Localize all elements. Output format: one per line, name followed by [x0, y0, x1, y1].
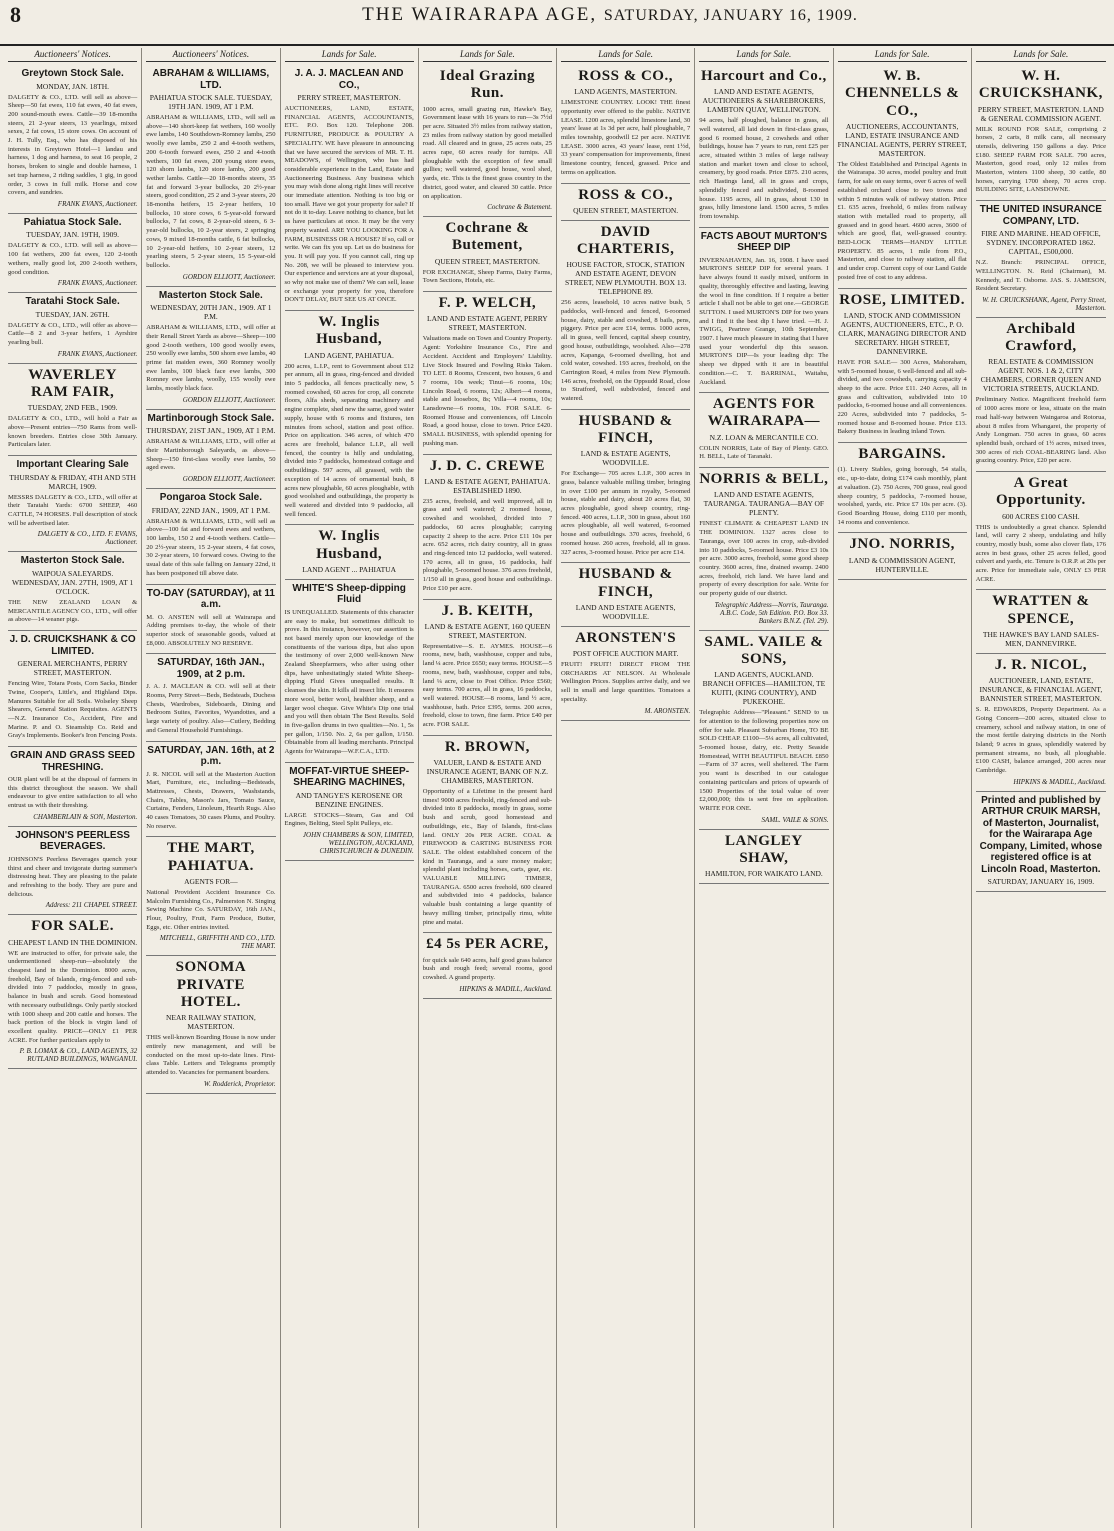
ad-body: ABRAHAM & WILLIAMS, LTD., will sell as above—100 fat and forward ewes and wethers, 100 lambs, 150 2 and 4-tooth wethers. Cattle—20 2½-year steers, 15 2-year steers, 4 fat cows, 30 2-year steers, 10 forward cows. Owing to the usual date of this sale falling on January 22nd, it has been postponed till above date.: [146, 517, 276, 577]
ad-title: R. BROWN,: [444, 738, 530, 755]
ad-body: OUR plant will be at the disposal of farmers in this district throughout the season. We shall endeavour to give entire satisfaction to all who entrust us with their threshing.: [8, 776, 138, 810]
ad-title: Pongaroa Stock Sale.: [159, 492, 262, 504]
column-3: [281, 48, 419, 1528]
advertisement: [8, 631, 137, 747]
column-heading: Lands for Sale.: [838, 48, 967, 62]
ad-subheading: GENERAL MERCHANTS, PERRY STREET, MASTERTON.: [17, 659, 128, 678]
ad-body: WE are instructed to offer, for private sale, the undermentioned sheep-run—absolutely the cheapest land in the Dominion. 8000 acres, freehold, Bay of Islands, ring-fenced and sub-divided into 7 paddocks, mostly in grass, balance in bush and scrub. Good homestead with necessary outbuildings. Only partly stocked with 1000 sheep and 200 cattle and horses. The back portion of the block is virgin land of excellent quality. PRICE—ONLY £1 PER ACRE. For further particulars apply to: [8, 949, 138, 1044]
ad-title: Taratahi Stock Sale.: [25, 296, 120, 308]
ad-title: SATURDAY, JAN. 16th, at 2 p.m.: [147, 744, 275, 768]
page-number: 8: [10, 2, 21, 27]
ad-subheading: AND TANGYE'S KEROSENE OR BENZINE ENGINES.: [295, 790, 403, 809]
ad-title: W. B. CHENNELLS & CO.,: [844, 68, 960, 119]
ad-title: HUSBAND & FINCH,: [578, 412, 673, 447]
advertisement: [146, 837, 275, 956]
ad-title: SONOMA PRIVATE HOTEL.: [175, 959, 247, 1010]
ad-body: THIS is undoubtedly a great chance. Splendid land, will carry 2 sheep, undulating and hilly country, mostly bush, some also clover flats, 176 acres in best grass, other 25 acres felled, good culvert and yards, etc. Tenure is O.R.P. at 20s per acre. Price for immediate sale, ONLY £3 PER ACRE.: [975, 523, 1106, 583]
advertisement: [146, 585, 275, 655]
advertisement: [561, 221, 690, 410]
advertisement: [146, 742, 275, 838]
ad-body: MILK ROUND FOR SALE, comprising 2 horses, 2 carts, 8 milk cans, all necessary utensils, delivering 150 gallons a day. Price £180. SHEEP FARM FOR SALE. 790 acres, Masterton, good road, only 12 miles from Masterton, winters 1100 sheep, 30 cattle, 80 horses, carrying 1700 sheep, 70 acres crop. BUILDING SITE, LANSDOWNE.: [975, 125, 1106, 194]
ad-subheading: LAND AND ESTATE AGENTS, WOODVILLE.: [575, 602, 676, 621]
column-8: [972, 48, 1110, 1528]
ad-title: Ideal Grazing Run.: [439, 68, 535, 102]
ad-subheading: POST OFFICE AUCTION MART.: [572, 649, 679, 659]
ad-title: WRATTEN & SPENCE,: [992, 593, 1090, 627]
ad-title: THE UNITED INSURANCE COMPANY, LTD.: [979, 204, 1102, 227]
ad-subheading: LAND AGENT, PAHIATUA.: [304, 350, 394, 360]
ad-body: For Exchange— 705 acres L.I.P., 300 acres in grass, balance valuable milling timber, bringing in over £100 per annum in royalty, 5-roomed house, stable and dairy, about 20 acres flat, 30 acres ploughable, good sheep country, ring-fenced. 400 acres, L.I.P., 300 in grass, about 160 acres ploughable, all well watered, 6-roomed house and outbuildings. 370 acres, freehold, 6 roomed house. 260 acres, freehold, all in grass. 327 acres, 3-roomed house. Price per acre £14.: [561, 470, 691, 556]
ad-body: (1). Livery Stables, going borough, 54 stalls, etc., up-to-date, doing £174 cash monthly, plant at valuation. (2). 750 Acres, 700 grass, real good sheep country, 5 paddocks, 7-roomed house, woolshed, yards, etc. Price £7 10s per acre. (3). Good Boarding House, doing £110 per month, 14 rooms and convenience.: [837, 466, 967, 526]
ad-signature: P. B. LOMAX & CO., LAND AGENTS, 32 RUTLAND BUILDINGS, WANGANUI.: [19, 1047, 138, 1064]
ad-subheading: THURSDAY & FRIDAY, 4TH AND 5TH MARCH, 1909.: [9, 472, 136, 491]
ad-title: BARGAINS.: [858, 446, 946, 463]
ad-subheading: LAND & ESTATE AGENT, PAHIATUA. ESTABLISHED 1890.: [424, 476, 551, 495]
ad-body: The Oldest Established and Principal Agents in the Wairarapa. 30 acres, model poultry and fruit farm, for sale on easy terms, over 6 acres of well established orchard close to two towns and within 5 minutes walk of railway station. Price £1. 635 acres, freehold, 6 miles from railway station with metalled road to property, all grassed and in good heart. 4600 acres, 3600 of which are good, flat, well-grassed country. BED-LOCK TERMS—HANDY LITTLE PROPERTY. 85 acres, 1 mile from P.O., Masterton, and close to railway station, all flat and under crop. Current copy of our Land Guide posted free of cost to any address.: [837, 160, 967, 281]
column-1: [4, 48, 142, 1528]
column-7: [834, 48, 972, 1528]
ad-title: MOFFAT-VIRTUE SHEEP-SHEARING MACHINES,: [289, 765, 410, 789]
ad-subheading: TUESDAY, JAN. 19TH, 1909.: [26, 230, 119, 240]
ad-signature: Address: 211 CHAPEL STREET.: [45, 901, 138, 910]
column-heading: Lands for Sale.: [699, 48, 828, 62]
ad-signature: M. ARONSTEN.: [644, 706, 691, 715]
advertisement: [146, 956, 275, 1093]
advertisement: [423, 292, 552, 454]
ad-title: £4 5s PER ACRE,: [426, 936, 549, 953]
ad-body: ABRAHAM & WILLIAMS, LTD., will offer at their Martinborough Saleyards, as above—Sheep—150 first-class woolly ewe lambs, 50 aged ewes.: [146, 438, 276, 472]
ad-signature: GORDON ELLIOTT, Auctioneer.: [182, 475, 276, 484]
advertisement: [8, 65, 137, 214]
masthead: [0, 0, 1114, 46]
ad-body: JOHNSON'S Peerless Beverages quench your thirst and cheer and invigorate during summer's distressing heat. They are pleasing to the palate and refreshing to the body. They are pure and delicious.: [8, 855, 138, 898]
advertisement: [561, 65, 690, 184]
ad-signature: GORDON ELLIOTT, Auctioneer.: [182, 395, 276, 404]
advertisement: [976, 65, 1106, 201]
ad-body: 200 acres, L.I.P., rent to Government about £12 per annum, all in grass, ring-fenced and divided into 5 paddocks, all fences practically new, 5 roomed cowshed, 60 acres for crop, all concrete floors, Alfa sheds, separating machinery and engine complete, shed new the same, good water supply, house with 6 rooms and fixtures, ten minutes from school, station and post office. Price on application. 346 acres, of which 470 acres are freehold, balance L.I.P., all well fenced, the country is hilly and undulating, divided into 7 paddocks, homestead cottage and outbuildings. 597 acres, all grassed, with the exception of 14 acres of ornamental bush, 8 acres new ploughable, 60 acres ploughable, with good woolshed and outbuildings, the property is well watered and divided into 9 paddocks, all well fenced.: [284, 362, 414, 518]
advertisement: [561, 410, 690, 564]
advertisement: [838, 443, 967, 533]
ad-signature: GORDON ELLIOTT, Auctioneer.: [182, 272, 276, 281]
advertisement: [146, 287, 275, 410]
ad-body: MESSRS DALGETY & CO., LTD., will offer at their Taratahi Yards: 6700 SHEEP, 460 CATTLE, 74 HORSES. Full description of stock will be advertised later.: [8, 493, 138, 527]
ad-body: Valuations made on Town and Country Property. Agent: Yorkshire Insurance Co., Fire and Accident. Accident and Employers' Liability. Live Stock Insured and Fowling Risks Taken. TO LET. 8 Rooms, Crescent, two houses, 6 and 7 rooms, 10s week; Tinui—6 rooms, 10s; Lincoln Road, 6 rooms, 12s; Albert—4 rooms, stable and loosebox, 8s; Villa—4 rooms, 10s; Lansdowne—6 rooms, 10s. FOR SALE. 6-Roomed House and conveniences, off Lincoln Road, a good house, close to town. Price £420. SMALL BUSINESS, with splendid opening for pushing man.: [422, 335, 552, 447]
ad-body: AUCTIONEERS, LAND, ESTATE, FINANCIAL AGENTS, ACCOUNTANTS, ETC. P.O. Box 120. Telephone 208. FURNITURE, PRODUCE & POULTRY A SPECIALITY. WE have pleasure in announcing that we have secured the services of MR. T. H. MEADOWS, of Wellington, who has had considerable experience in the Land, Estate and Auctioneering Business. Any business which you may wish done along right lines will receive our immediate attention. Nothing is too big or too small. Have we got your property for sale? If not do it to-day. Leave nothing to chance, but let us have particulars at once. It may be the very property wanted. ARE YOU LOOKING FOR A FARM, BUSINESS OR A HOUSE? If so, call or write. We can fix you up. Let us do business for you. It will pay you. If you cannot call, ring up No. 208, we will be pleased to interview you. Our experience and services are at your disposal, so why not make use of them? We can sell, lease or exchange your property for you, therefore DON'T DELAY, BUT SEE US AT ONCE.: [284, 105, 414, 304]
ad-body: Opportunity of a Lifetime in the present hard times! 9000 acres freehold, ring-fenced and sub-divided into 8 paddocks, mostly in grass, some bush and scrub, good homestead and outbuildings, etc., Bay of Islands, first-class land. ONLY 20s PER ACRE. COAL & FIREWOOD & CARTING BUSINESS FOR SALE. The oldest established concern of the kind in Tauranga, and a sure money maker; splendid plant including horses, carts, gear, etc. VALUABLE MILLING TIMBER, TAURANGA. 6500 acres freehold, 600 cleared and subdivided into 4 paddocks, balance valuable bush containing a large quantity of heavy milling timber, principally rimu, white pine and matai.: [422, 788, 552, 926]
ad-body: ABRAHAM & WILLIAMS, LTD., will offer at their Renall Street Yards as above—Sheep—100 good 2-tooth wethers, 100 good woolly ewes, 250 woolly ewe lambs, 500 shorn ewe lambs, 40 prime fat maiden ewes, 360 Romney woolly ewe lambs, 100 black face ewe lambs, 300 Romney ewe lambs, woolly, 155 woolly ewe lambs, mostly black face.: [146, 324, 276, 393]
ad-title: SATURDAY, 16th JAN., 1909, at 2 p.m.: [157, 657, 265, 680]
ad-subheading: LAND & COMMISSION AGENT, HUNTERVILLE.: [848, 555, 956, 574]
ad-body: Representative—S. E. AYMES. HOUSE—6 rooms, new, bath, washhouse, copper and tubs, land ¼ acre. Price £650; easy terms. HOUSE—5 rooms, new, bath, washhouse, copper and tubs, land ¼ acre, close to Post Office. Price £560; easy terms. 700 acres, all in grass, 16 paddocks, well watered. HOUSE—8 rooms, land ½ acre, washhouse, bath. Price £395, terms. 200 acres, freehold, close to town, fine farm. Price £40 per acre. FOR SALE.: [422, 642, 552, 729]
ad-title: W. Inglis Husband,: [316, 528, 383, 562]
ad-title: W. H. CRUICKSHANK,: [978, 68, 1103, 102]
ad-signature: MITCHELL, GRIFFITH AND CO., LTD. THE MART.: [159, 934, 276, 951]
advertisement: [699, 468, 828, 631]
advertisement: [699, 830, 828, 885]
ad-title: Important Clearing Sale: [16, 459, 129, 471]
advertisement: [699, 228, 828, 394]
ad-body: ABRAHAM & WILLIAMS, LTD., will sell as above—140 short-keep fat wethers, 160 woolly ewe lambs, 140 Southdown-Romney lambs, 250 woolly ewe lambs, 250 2 and 4-tooth wethers, 200 6-tooth forward ewes, 250 2 and 4-tooth wethers, 100 fat ewes, 200 young store ewes, 120 shorn lambs, 120 store lambs, 200 good wether lambs. Cattle—20 18-months steers, 35 fat and forward 3-year bullocks, 20 2½-year steers, good condition, 25 2 and 3-year steers, 20 18-months heifers, 15 2-year heifers, 10 bullocks, 10 store cows, 6 5-year-old forward bullocks, 7 fat cows, 8 2-year-old steers, 6 3-year-old bullocks, 10 2-year steers, 2 springing cows, 9 mixed 18-months cattle, 6 fat bullocks, 10 2-year-old heifers, 10 2-year steers, 12 yearling steers, 5 2-year steers, 15 5-year-old bullocks.: [146, 114, 276, 269]
ad-title: JOHNSON'S PEERLESS BEVERAGES.: [15, 829, 130, 853]
ad-signature: W. Rodderick, Proprietor.: [203, 1079, 276, 1088]
column-heading: Lands for Sale.: [285, 48, 414, 62]
ad-subheading: TUESDAY, JAN. 26TH.: [35, 309, 110, 319]
advertisement: [976, 792, 1106, 893]
ad-body: 235 acres, freehold, and well improved, all in grass and well watered; 2 roomed house, cowshed and woolshed, divided into 7 paddocks, 60 acres ploughable; carrying capacity 2 sheep to the acre. Price £11 10s per acre. 652 acres, rich dairy country, all in grass and ring-fenced into 12 paddocks, well watered. 170 acres, all in grass, 16 paddocks, half ploughable, 5-roomed house. 376 acres freehold, 1/150 all in grass, good house and outbuildings. Price £10 per acre.: [422, 497, 552, 592]
advertisement: [8, 915, 137, 1069]
ad-title: ROSE, LIMITED.: [839, 291, 966, 308]
ad-body: National Provident Accident Insurance Co. Malcolm Furnishing Co., Palmerston N. Singing Sewing Machine Co. SATURDAY, 16th JAN., Flour, Poultry, Fruit, Farm Produce, Butter, Eggs, etc. Other entries invited.: [146, 888, 276, 931]
column-heading: Auctioneers' Notices.: [8, 48, 137, 62]
ad-subheading: WEDNESDAY, 20TH JAN., 1909. AT 1 P.M.: [150, 303, 272, 322]
ad-body: HAVE FOR SALE— 300 Acres, Mahoraham, with 5-roomed house, 6 well-fenced and all sub-divided, and two cowsheds, carrying capacity 4 sheep to the acre. Price £11. 240 Acres, all in grass and cultivation, subdivided into 10 paddocks, 6-roomed house and all conveniences. 220 Acres, subdivided into 7 paddocks, 5-roomed house and 8-roomed house. Price £13. Bakery Business in leading inland Town.: [837, 358, 967, 436]
advertisement: [8, 456, 137, 552]
ad-body: FOR EXCHANGE, Sheep Farms, Dairy Farms, Town Sections, Hotels, etc.: [422, 268, 552, 285]
column-6: [695, 48, 833, 1528]
ad-signature: Cochrane & Butement.: [487, 203, 552, 212]
ad-body: IS UNEQUALLED. Statements of this character are easy to make, but sometimes difficult to prove. In this instance, however, our assertion is not based merely upon our knowledge of the constituents of the various dips, but also upon the testimony of over 2,000 well-known New Zealand Sheepfarmers, who after using other dips, have unhesitatingly stated White Sheep-dipping Fluid Gives unequalled results. It cleanses the skin. It kills all insect life. It ensures more wool, better wool, healthier sheep, and a larger wool cheque. Give White's Dip one trial and you will then obtain The Best Results. Sold in five-gallon drums in two qualities—No. 1, 5s per gallon, 1/150. No. 2, 6s per gallon, 1/150. Obtainable from all leading merchants. Principal Agents for Wairarapa—W.F.C.A., LTD.: [284, 608, 414, 756]
column-5: [557, 48, 695, 1528]
ad-subheading: NEAR RAILWAY STATION, MASTERTON.: [166, 1013, 256, 1032]
advertisement: [423, 933, 552, 998]
ad-title: HUSBAND & FINCH,: [578, 566, 673, 600]
ad-subheading: LAND, STOCK AND COMMISSION AGENTS, AUCTIONEERS, ETC., P. O. CLARK, MANAGING DIRECTOR AND SECRETARY. HIGH STREET, DANNEVIRKE.: [838, 310, 967, 356]
advertisement: [976, 590, 1106, 654]
ad-title: SAML. VAILE & SONS,: [704, 633, 824, 667]
ad-subheading: REAL ESTATE & COMMISSION AGENT. NOS. 1 & 2, CITY CHAMBERS, CORNER QUEEN AND VICTORIA STREETS, AUCKLAND.: [980, 357, 1102, 394]
ad-body: COLIN NORRIS, Late of Bay of Plenty. GEO. H. BELL, Late of Taranaki.: [699, 444, 829, 461]
ad-signature: Telegraphic Address—Norris, Tauranga. A.B.C. Code, 5th Edition. P.O. Box 33. Bankers B.N.Z. (Tel. 29).: [714, 600, 829, 625]
advertisement: [423, 217, 552, 292]
ad-body: THIS well-known Boarding House is now under entirely new management, and will be conducted on the most up-to-date lines. First-class Table. Letters and Telegrams promptly attended to. Vacancies for permanent boarders.: [146, 1034, 276, 1077]
newspaper-title: [300, 4, 920, 26]
ad-title: F. P. WELCH,: [438, 295, 537, 312]
ad-title: J. A. J. MACLEAN AND CO.,: [294, 68, 404, 91]
ad-subheading: VALUER, LAND & ESTATE AND INSURANCE AGENT, BANK OF N.Z. CHAMBERS, MASTERTON.: [426, 758, 549, 786]
ad-title: Martinborough Stock Sale.: [147, 412, 275, 424]
advertisement: [285, 65, 414, 311]
ad-title: NORRIS & BELL,: [699, 471, 829, 488]
advertisement: [561, 184, 690, 221]
ad-body: for quick sale 640 acres, half good grass balance bush and rough feed; several rooms, good cowshed. A grand property.: [422, 956, 552, 981]
ad-body: Telegraphic Address—"Pleasant." SEND to us for attention to the following properties now on offer for sale. Pleasant Suburban Home, TO BE SOLD CHEAP. £1100—5¼ acres, all cultivated, 5-roomed house, dairy, etc. Pretty Seaside Homestead, WITH BEAUTIFUL BEACH. £850—Farm of 37 acres, well sheltered. The Farm you want is described in our catalogue containing particulars and prices of upwards of 1500 Properties of the total value of over £2,000,000; this is sent free on application. WRITE FOR ONE.: [699, 709, 829, 812]
advertisement: [146, 410, 275, 489]
ad-body: DALGETY & CO., LTD., will hold a Fair as above—Present entries—750 Rams from well-known breeders. Entries close 30th January. Particulars later.: [8, 415, 138, 449]
ad-body: LIMESTONE COUNTRY. LOOK! THE finest opportunity ever offered to the public. NATIVE LEASE. 1200 acres, splendid limestone land, 30 years' lease at 1s 3d per acre, half ploughable, 7 miles township, goodwill £2 per acre. NATIVE LEASE. 3000 acres, 43 years' lease, rent 1½d, 33 years' compensation for improvements, finest limestone country, fenced, grassed. Price and terms on application.: [561, 99, 691, 176]
ad-subheading: N.Z. LOAN & MERCANTILE CO.: [709, 432, 819, 442]
ad-title: AGENTS FOR WAIRARAPA—: [707, 396, 820, 430]
advertisement: [285, 580, 414, 763]
ad-subheading: FIRE AND MARINE. HEAD OFFICE, SYDNEY. INCORPORATED 1862. CAPITAL, £500,000.: [981, 229, 1101, 257]
ad-signature: JOHN CHAMBERS & SON, LIMITED, WELLINGTON, AUCKLAND, CHRISTCHURCH & DUNEDIN.: [302, 831, 414, 856]
ad-title: Cochrane & Butement,: [445, 220, 530, 254]
advertisement: [976, 472, 1106, 590]
ad-signature: W. H. CRUICKSHANK, Agent, Perry Street, Masterton.: [982, 295, 1106, 312]
ad-subheading: PERRY STREET, MASTERTON.: [297, 93, 401, 102]
ad-subheading: FRIDAY, 22ND JAN., 1909, AT 1 P.M.: [151, 505, 270, 515]
ad-title: TO-DAY (SATURDAY), at 11 a.m.: [146, 587, 275, 611]
advertisement: [561, 627, 690, 721]
ad-title: WAVERLEY RAM FAIR,: [28, 366, 117, 401]
ad-body: DALGETY & CO., LTD., will offer as above—Cattle—8 2 and 3-year heifers, 1 Ayrshire yearling bull.: [8, 321, 138, 347]
advertisement: [699, 631, 828, 830]
ad-subheading: LAND AND ESTATE AGENTS, AUCTIONEERS & SHAREBROKERS, LAMBTON QUAY, WELLINGTON.: [702, 87, 826, 115]
ad-title: J. D. C. CREWE: [429, 457, 546, 474]
ad-signature: FRANK EVANS, Auctioneer.: [57, 349, 138, 358]
ad-subheading: LAND & ESTATE AGENT, 160 QUEEN STREET, MASTERTON.: [424, 621, 551, 640]
advertisement: [699, 65, 828, 228]
ad-signature: SAML. VAILE & SONS.: [761, 815, 829, 824]
ad-signature: HIPKINS & MADILL, Auckland.: [459, 984, 552, 993]
ad-subheading: CHEAPEST LAND IN THE DOMINION.: [8, 937, 138, 947]
ad-title: FOR SALE.: [31, 918, 115, 935]
ad-title: J. R. NICOL,: [994, 656, 1087, 673]
ad-title: GRAIN AND GRASS SEED THRESHING.: [10, 750, 135, 773]
ad-subheading: THE HAWKE'S BAY LAND SALES-MEN, DANNEVIRKE.: [982, 629, 1099, 648]
advertisement: [423, 65, 552, 217]
ad-body: LARGE STOCKS—Steam, Gas and Oil Engines, Belting, Steel Split Pulleys, etc.: [284, 811, 414, 828]
column-2: [142, 48, 280, 1528]
ad-title: J. B. KEITH,: [441, 602, 534, 619]
ad-title: Greytown Stock Sale.: [21, 68, 124, 79]
ad-body: DALGETY & CO., LTD. will sell as above—Sheep—50 fat ewes, 110 fat ewes, 40 fat ewes, 200 sound-mouth ewes. Cattle—39 18-months steers, 21 2-year steers, 13 yearlings, mixed sexes, 2 fat cows, 15 store cows. On account of J. H. Tully, Esq., who has disposed of his interests in Greytown Hotel—1 landau and harness, 1 dog and harness, to seat 16 people, 2 horses, broken to single and double harness, 1 set trap harness, 2 riding saddles, 1 gig, in good order, 3 cows in full milk. Horse and cow covers, and sundries.: [8, 93, 138, 197]
ad-subheading: SATURDAY, JANUARY 16, 1909.: [987, 877, 1095, 887]
ad-title: DAVID CHARTERIS,: [576, 223, 675, 258]
ad-body: 94 acres, half ploughed, balance in grass, all well watered, all laid down in first-class grass, good 6 roomed house, 2 cowsheds and other buildings, house has 7 years to run, rent £25 per acre, situated within 3 miles of large railway station and market town and close to school, creamery, by good roads. Price £875. 210 acres, rich Hastings land, all in grass and crops, splendidly fenced and subdivided, 8-roomed house. 1195 acres, all in grass, about 130 in grass, hilly limestone land. 1500 acres, 5 miles from township.: [699, 117, 829, 220]
ad-subheading: QUEEN STREET, MASTERTON.: [573, 205, 679, 215]
ad-body: DALGETY & CO., LTD. will sell as above—100 fat wethers, 200 fat ewes, 120 2-tooth wethers, really good lot, 200 2-tooth wethers, good condition.: [8, 242, 138, 276]
ad-subheading: MONDAY, JAN. 18TH.: [36, 81, 109, 91]
advertisement: [8, 364, 137, 456]
advertisement: [699, 393, 828, 468]
ad-signature: FRANK EVANS, Auctioneer.: [57, 279, 138, 288]
advertisement: [976, 318, 1106, 472]
ad-title: Printed and published by ARTHUR CRUIK MARSH, of Masterton, Journalist, for the Wairarapa Age Company, Limited, whose registered office is at Lincoln Road, Masterton.: [979, 794, 1103, 875]
advertisement: [976, 654, 1106, 792]
advertisement: [8, 827, 137, 916]
ad-subheading: LAND AND ESTATE AGENTS, TAURANGA. TAURANGA—BAY OF PLENTY.: [703, 490, 825, 518]
ad-subheading: PAHIATUA STOCK SALE. TUESDAY, 19TH JAN. 1909, AT 1 P.M.: [149, 93, 272, 111]
ad-subheading: LAND AND ESTATE AGENT, PERRY STREET, MASTERTON.: [427, 314, 548, 333]
ad-body: 1000 acres, small grazing run, Hawke's Bay, Government lease with 16 years to run—3s 7½d per acre. Situated 3½ miles from railway station, 23 miles from railway station by good metalled road. All cleared and in grass, 25 acres oats, 25 acres rape, 60 acres ready for turnips. All ploughable with the exception of few small gullies; well watered, good house, wool shed, yards, etc. This is the finest grass country in the district, good water, and cleared 30 cattle. Price on application.: [422, 105, 552, 200]
ad-subheading: LAND AGENTS, MASTERTON.: [574, 87, 677, 97]
advertisement: [285, 311, 414, 525]
ad-title: W. Inglis Husband,: [316, 314, 383, 348]
ad-subheading: LAND AGENT ... PAHIATUA: [302, 564, 396, 574]
advertisement: [838, 533, 967, 579]
ad-title: JNO. NORRIS,: [849, 536, 955, 553]
ad-body: Preliminary Notice. Magnificent freehold farm of 1000 acres more or less, situate on the main road half-way between Waingaroa and Rotorua, about 8 miles from Whangarei, the property of Andy Longman. 750 acres in grass, 60 acres splendid bush, orchard of 1½ acres, mixed trees, 300 acres of rich COAL-BEARING land. Also grazing country. Price, £20 per acre.: [975, 396, 1106, 465]
advertisement: [561, 563, 690, 627]
ad-subheading: LAND AGENTS, AUCKLAND. BRANCH OFFICES—HAMILTON, TE KUITI, (KING COUNTRY), AND PUKEKOHE.: [702, 670, 826, 707]
advertisement: [838, 65, 967, 289]
advertisement: [8, 747, 137, 827]
issue-date: SATURDAY, JANUARY 16, 1909.: [603, 7, 858, 24]
column-4: [419, 48, 557, 1528]
column-heading: Lands for Sale.: [423, 48, 552, 62]
advertisement: [423, 600, 552, 736]
ad-subheading: HAMILTON, FOR WAIKATO LAND.: [704, 869, 823, 879]
ad-body: M. O. ANSTEN will sell at Wairarapa and Adding premises to-day, the whole of their superior stock of seasonable goods, valued at £8,000. ABSOLUTELY NO RESERVE.: [146, 613, 276, 647]
advertisement: [8, 214, 137, 293]
ad-subheading: THURSDAY, 21ST JAN., 1909, AT 1 P.M.: [146, 426, 276, 436]
ad-signature: DALGETY & CO., LTD. F. EVANS, Auctioneer.: [37, 530, 138, 547]
ad-subheading: TUESDAY, 2ND FEB., 1909.: [27, 403, 118, 413]
ad-subheading: HOUSE FACTOR, STOCK, STATION AND ESTATE AGENT, DEVON STREET, NEW PLYMOUTH. BOX 13. TELEPHONE 89.: [564, 260, 687, 297]
ad-subheading: AGENTS FOR—: [184, 876, 238, 886]
column-heading: Lands for Sale.: [561, 48, 690, 62]
ad-subheading: QUEEN STREET, MASTERTON.: [434, 256, 540, 266]
ad-title: Harcourt and Co.,: [701, 68, 827, 84]
ad-subheading: AUCTIONEER, LAND, ESTATE, INSURANCE, & FINANCIAL AGENT, BANNISTER STREET, MASTERTON.: [979, 676, 1103, 704]
ad-title: Pahiatua Stock Sale.: [23, 216, 122, 228]
newspaper-name: THE WAIRARAPA AGE,: [362, 4, 598, 25]
advertisement: [8, 552, 137, 631]
ad-body: INVERNAHAVEN, Jan. 16, 1908. I have used MURTON'S SHEEP DIP for several years. I have always found it easily mixed, uniform in quality, thoroughly effective and lasting, leaving the wool in fine condition. If I require a better article I shall not be able to get one.—GEORGE SUTTON. I used MURTON'S DIP for two years and I find it the best dip I have tried. —H. J. TWIGG, Peartree Grange, 10th September, 1907. I have much pleasure in stating that I have used your wonderful dip this season. MURTON'S DIP—Is your leading dip: The sheep we dipped with it are in beautiful condition.—C. T. BARRINAL, Waitahu, Auckland.: [699, 256, 829, 386]
ad-body: J. A. J. MACLEAN & CO. will sell at their Rooms, Perry Street—Beds, Bedsteads, Duchess Chests, Wardrobes, Sideboards, Dining and Bedroom Suites, Favorites, Wyandottes, and a large variety of poultry. Also—Cutlery, Bedding and General Household Furnishings.: [146, 683, 276, 734]
column-heading: Lands for Sale.: [976, 48, 1106, 62]
ad-title: Masterton Stock Sale.: [20, 555, 125, 567]
ad-title: J. D. CRUICKSHANK & CO LIMITED.: [9, 634, 136, 657]
advertisement: [146, 489, 275, 584]
ad-body: N.Z. Branch: PRINCIPAL OFFICE, WELLINGTON. N. Reid (Chairman), M. Kennedy, and T. Osborne. JAS. S. JAMESON, Resident Secretary.: [975, 259, 1106, 293]
advertisement: [423, 736, 552, 934]
ad-signature: HIPKINS & MADILL, Auckland.: [1013, 777, 1106, 786]
ad-subheading: AUCTIONEERS, ACCOUNTANTS, LAND, ESTATE INSURANCE AND FINANCIAL AGENTS, PERRY STREET, MASTERTON.: [837, 121, 967, 158]
ad-title: A Great Opportunity.: [995, 475, 1086, 509]
ad-title: WHITE'S Sheep-dipping Fluid: [292, 582, 406, 606]
advertisement: [146, 65, 275, 287]
ad-body: FINEST CLIMATE & CHEAPEST LAND IN THE DOMINION. 1327 acres close to Tauranga, over 100 acres in crop, sub-divided into 10 paddocks, 5-roomed house. Price £3 10s per acre. 3000 acres, freehold, some good sheep country. 3600 acres, fine, drained swamp. 2400 acres, freehold, rich land. We have land and property of every description for sale. Write for our property guide of our district.: [699, 520, 829, 598]
advertisement: [976, 201, 1106, 318]
advertisement: [423, 455, 552, 600]
ad-body: S. R. EDWARDS, Property Department. As a Going Concern—200 acres, situated close to creamery, school and railway station, in one of the most fertile dairying districts in the North Island; 9 acres in grass, splendidly watered by permanent streams, no bush, all ploughable. £100 CASH, balance arranged, 200 acres near Cambridge.: [975, 706, 1106, 775]
ad-body: 256 acres, leasehold, 10 acres native bush, 5 paddocks, well-fenced and fenced, 6-roomed house, dairy, stable and cowshed, 8 bails, pens, piggery. Price per acre £14, terms. 1000 acres, all in grass, well fenced, capital sheep country, good house, outbuildings, woolshed. Also—278 acres, Kapanga, 6-roomed dwelling, hot and cold water, cowshed. 193 acres, freehold, on the Carrington Road, 4 miles from New Plymouth. 146 acres, freehold, on the Oppsudd Road, close to Stratford, well subdivided, fenced and watered.: [561, 299, 691, 403]
advertisement: [285, 525, 414, 580]
column-heading: Auctioneers' Notices.: [146, 48, 275, 62]
ad-signature: FRANK EVANS, Auctioneer.: [57, 199, 138, 208]
ad-title: Archibald Crawford,: [1005, 320, 1077, 355]
ad-subheading: WAIPOUA SALEYARDS. WEDNESDAY, JAN. 27TH, 1909, AT 1 O'CLOCK.: [11, 568, 134, 596]
ad-title: FACTS ABOUT MURTON'S SHEEP DIP: [700, 230, 827, 254]
ad-title: ROSS & CO.,: [578, 68, 673, 84]
advertisement: [285, 763, 414, 861]
ad-title: LANGLEY SHAW,: [725, 832, 803, 866]
ad-subheading: 600 ACRES £100 CASH.: [1002, 511, 1080, 521]
ad-body: J. R. NICOL will sell at the Masterton Auction Mart, Furniture, etc., including—Bedsteads, Mattresses, Chests, Drawers, Washstands, Chairs, Tables, Mason's Jars, Tomato Sauce, Curtains, Fenders, Linoleum, Hearth Rugs. Also 40 cases Tomatoes, 30 cases Plums, and Poultry. No reserve.: [146, 770, 276, 830]
ad-title: Masterton Stock Sale.: [158, 289, 263, 301]
advertisement: [146, 654, 275, 741]
ad-body: FRUIT! FRUIT! DIRECT FROM THE ORCHARDS AT NELSON. At Wholesale Wellington Prices. Supplies arrive daily, and we sell in small and large quantities. Tomatoes a speciality.: [561, 661, 691, 703]
advertisement: [8, 293, 137, 364]
ad-subheading: PERRY STREET, MASTERTON. LAND & GENERAL COMMISSION AGENT.: [977, 104, 1104, 123]
ad-body: Fencing Wire, Totara Posts, Corn Sacks, Binder Twine, Cooper's, Little's, and Highland Dips. Manures Suitable for all Soils. Wolseley Sheep Shearers, General Station Requisites. AGENTS—N.Z. Insurance Co., Accident, Fire and Marine. P. and O. Steamship Co. Reid and Gray's Implements. Booker's Iron Fencing Posts.: [8, 680, 138, 740]
ad-title: ABRAHAM & WILLIAMS, LTD.: [152, 68, 270, 91]
ad-title: ROSS & CO.,: [578, 186, 673, 203]
ad-title: THE MART, PAHIATUA.: [166, 840, 255, 874]
ad-title: ARONSTEN'S: [575, 629, 677, 646]
page-columns: [4, 48, 1110, 1528]
ad-body: THE NEW ZEALAND LOAN & MERCANTILE AGENCY CO., LTD., will offer as above—14 weaner pigs.: [8, 598, 138, 624]
ad-subheading: LAND & ESTATE AGENTS, WOODVILLE.: [580, 449, 671, 468]
ad-signature: CHAMBERLAIN & SON, Masterton.: [33, 812, 138, 821]
advertisement: [838, 289, 967, 444]
